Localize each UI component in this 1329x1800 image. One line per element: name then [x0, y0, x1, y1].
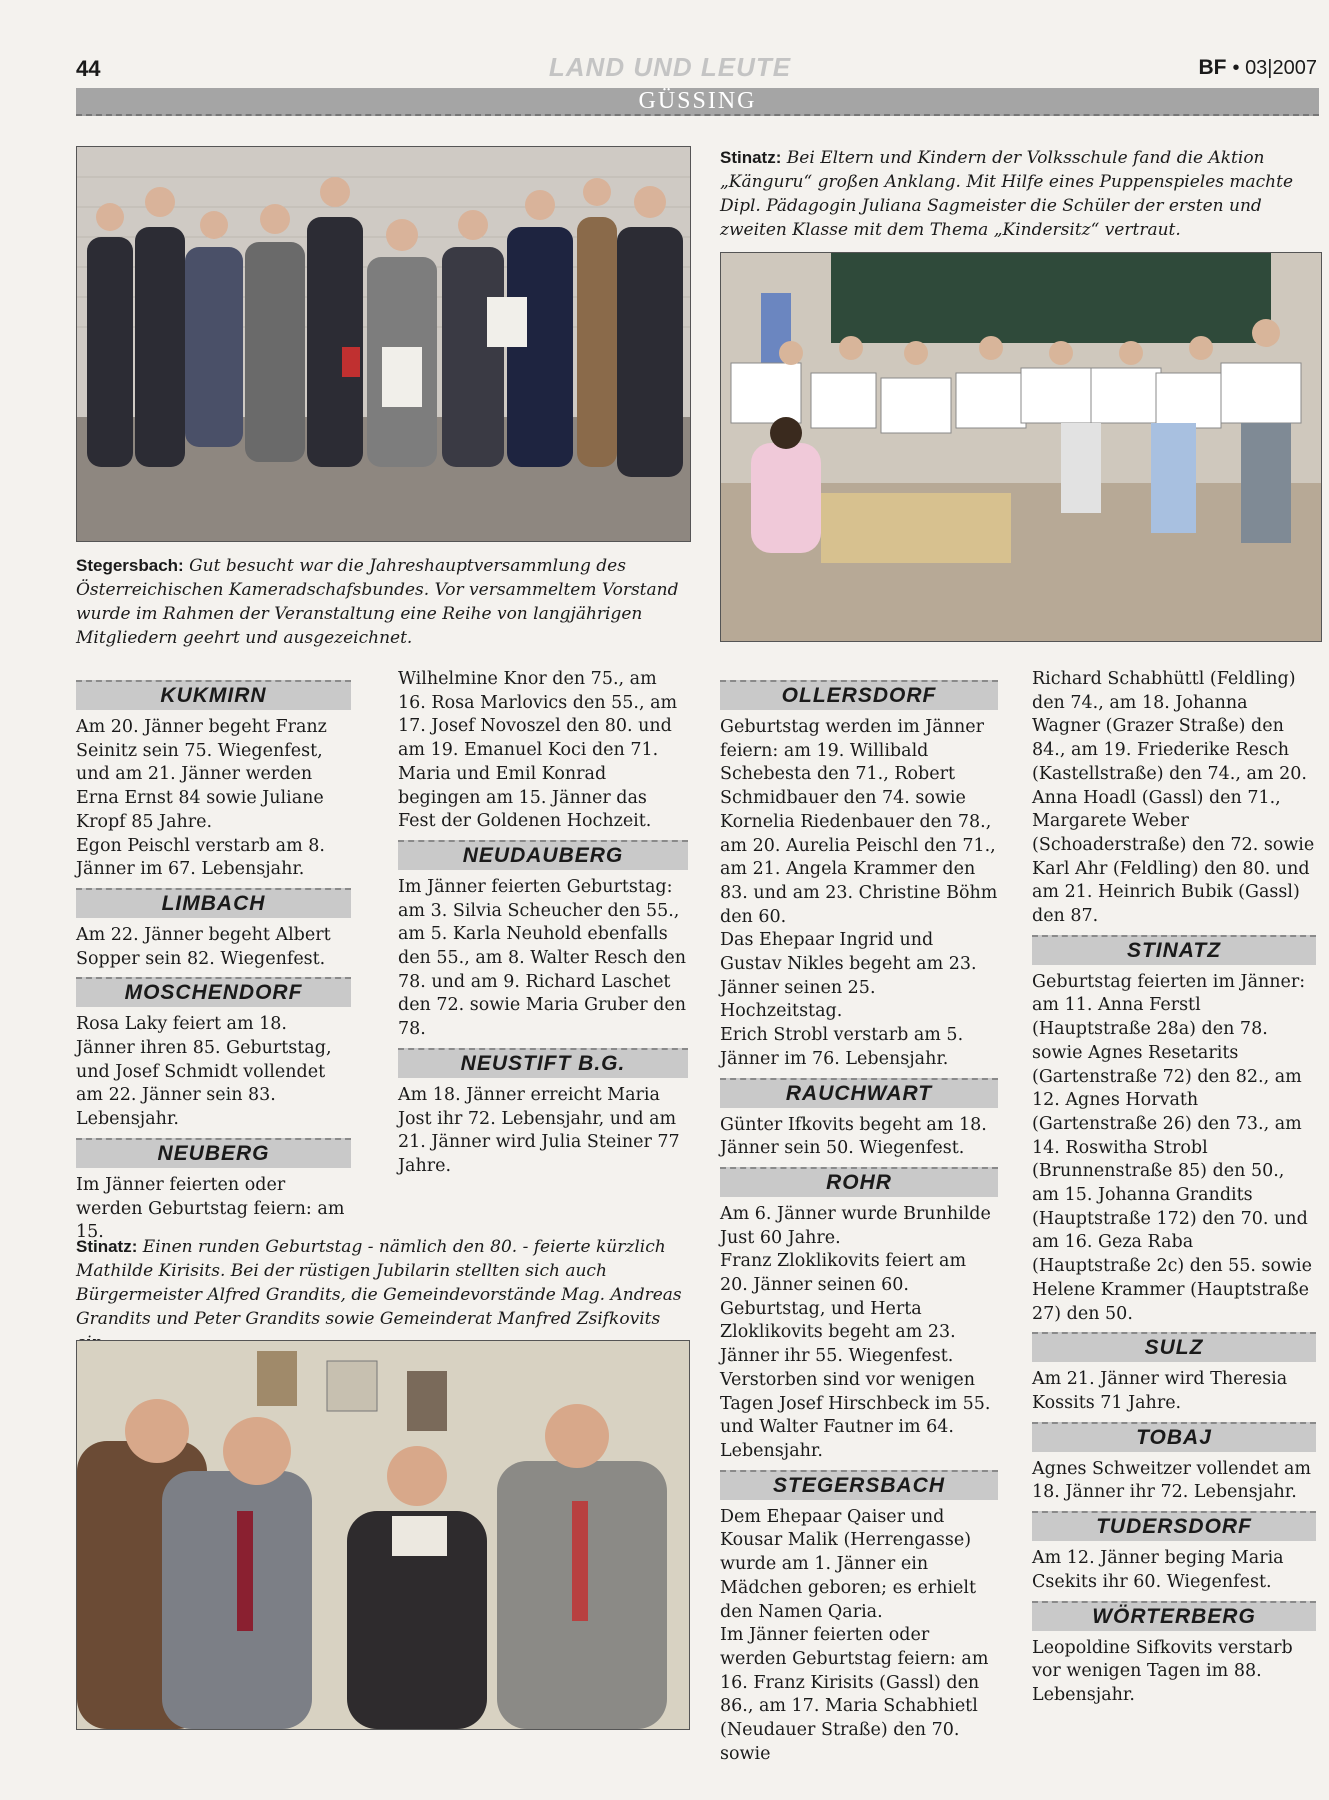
section-limbach: [76, 888, 351, 971]
column-3: [720, 680, 998, 1772]
section-rohr: [720, 1167, 998, 1464]
section-tudersdorf: [1032, 1511, 1316, 1594]
issue-number: 03|2007: [1245, 57, 1317, 79]
section-text: Im Jänner feierten Geburtstag: am 3. Silvia Scheucher den 55., am 5. Karla Neuhold ebenfalls den 55., am 8. Walter Resch den 78. und am 9. Richard Laschet den 72. sowie Maria Gruber den 78.: [398, 876, 687, 1040]
section-text: Leopoldine Sifkovits verstarb vor wenigen Tagen im 88. Lebensjahr.: [1032, 1637, 1293, 1705]
page-number: 44: [76, 56, 101, 81]
section-heading: RAUCHWART: [720, 1078, 998, 1108]
section-heading: STEGERSBACH: [720, 1470, 998, 1500]
section-neustift: [398, 1048, 688, 1179]
section-text: Am 22. Jänner begeht Albert Sopper sein 82. Wiegenfest.: [76, 924, 331, 969]
caption-text: Gut besucht war die Jahreshauptversammlung des Österreichischen Kameradschafsbundes. Vor versammeltem Vorstand wurde im Rahmen der Veranstaltung eine Reihe von langjährigen Mitgliedern geehrt und ausgezeichnet.: [76, 556, 679, 648]
section-heading: OLLERSDORF: [720, 680, 998, 710]
section-heading: NEUSTIFT B.G.: [398, 1048, 688, 1078]
section-moschendorf: [76, 977, 351, 1132]
section-text: Agnes Schweitzer vollendet am 18. Jänner ihr 72. Lebensjahr.: [1032, 1458, 1311, 1503]
section-text: Am 12. Jänner beging Maria Csekits ihr 60. Wiegenfest.: [1032, 1548, 1284, 1592]
section-heading: LIMBACH: [76, 888, 351, 918]
section-neuberg: [76, 1138, 351, 1245]
region-band: [76, 88, 1319, 116]
issue-separator: •: [1232, 57, 1240, 79]
section-ollersdorf: [720, 680, 998, 1072]
photo-stinatz-birthday: [76, 1340, 690, 1730]
column-1: [76, 680, 351, 1251]
column-4: [1032, 668, 1316, 1714]
section-text: Günter Ifkovits begeht am 18. Jänner sein 50. Wiegenfest.: [720, 1114, 987, 1159]
caption-stegersbach: [76, 554, 689, 650]
section-heading: SULZ: [1032, 1332, 1316, 1362]
caption-text: Bei Eltern und Kindern der Volksschule fand die Aktion „Känguru“ großen Anklang. Mit Hilfe eines Puppenspieles machte Dipl. Pädagogin Juliana Sagmeister die Schüler der ersten und zweiten Klasse mit dem Thema „Kindersitz“ vertraut.: [720, 148, 1294, 240]
section-tobaj: [1032, 1422, 1316, 1505]
column-2: [398, 668, 688, 1185]
section-text: Am 6. Jänner wurde Brunhilde Just 60 Jahre. Franz Zloklikovits feiert am 20. Jänner seinen 60. Geburtstag, und Herta Zloklikovits begeht am 23. Jänner ihr 55. Wiegenfest. Verstorben sind vor wenigen Tagen Josef Hirschbeck im 55. und Walter Fautner im 64. Lebensjahr.: [720, 1203, 991, 1461]
section-text: Dem Ehepaar Qaiser und Kousar Malik (Herrengasse) wurde am 1. Jänner ein Mädchen geboren; es erhielt den Namen Qaria. Im Jänner feierten oder werden Geburtstag feiern: am 16. Franz Kirisits (Gassl) den 86., am 17. Maria Schabhietl (Neudauer Straße) den 70. sowie: [720, 1506, 989, 1764]
caption-text: Einen runden Geburtstag - nämlich den 80. - feierte kürzlich Mathilde Kirisits. Bei der rüstigen Jubilarin stellten sich auch Bürgermeister Alfred Grandits, die Gemeindevorstände Mag. Andreas Grandits und Peter Grandits sowie Gemeinderat Manfred Zsifkovits: [76, 1237, 682, 1329]
section-heading: STINATZ: [1032, 935, 1316, 965]
caption-stinatz-birthday: [76, 1235, 688, 1355]
section-heading: TOBAJ: [1032, 1422, 1316, 1452]
issue-info: [1198, 56, 1317, 80]
section-text: Am 21. Jänner wird Theresia Kossits 71 Jahre.: [1032, 1369, 1288, 1413]
section-heading: ROHR: [720, 1167, 998, 1197]
caption-place: Stinatz:: [720, 148, 782, 167]
section-text: Geburtstag feierten im Jänner: am 11. Anna Ferstl (Hauptstraße 28a) den 78. sowie Agnes Resetarits (Gartenstraße 72) den 82., am 12. Agnes Horvath (Gartenstraße 26) den 73., am 14. Roswitha Strobl (Brunnenstraße 85) den 50., am 15. Johanna Grandits (Hauptstraße 172) den 70. und am 16. Geza Raba (Hauptstraße 2c) den 55. sowie Helene Krammer (Hauptstraße 27) den 50.: [1032, 971, 1313, 1324]
region-title: GÜSSING: [638, 88, 757, 114]
section-text: Am 20. Jänner begeht Franz Seinitz sein 75. Wiegenfest, und am 21. Jänner werden Erna Ernst 84 sowie Juliane Kropf 85 Jahre. Egon Peischl verstarb am 8. Jänner im 67. Lebensjahr.: [76, 717, 327, 880]
section-text: Geburtstag werden im Jänner feiern: am 19. Willibald Schebesta den 71., Robert Schmidbauer den 74. sowie Kornelia Riedenbauer den 78., am 20. Aurelia Peischl den 71., am 21. Angela Krammer den 83. und am 23. Christine Böhm den 60. Das Ehepaar Ingrid und Gustav Nikles begeht am 23. Jänner seinen 25. Hochzeitstag. Erich Strobl verstarb am 5. Jänner im 76. Lebensjahr.: [720, 717, 998, 1069]
section-heading: WÖRTERBERG: [1032, 1601, 1316, 1631]
section-kukmirn: [76, 680, 351, 882]
section-sulz: [1032, 1332, 1316, 1415]
publication-name: BF: [1198, 56, 1227, 79]
section-heading: TUDERSDORF: [1032, 1511, 1316, 1541]
caption-place: Stegersbach:: [76, 556, 184, 575]
section-heading: NEUDAUBERG: [398, 840, 688, 870]
section-heading: NEUBERG: [76, 1138, 351, 1168]
photo-stegersbach-group: [76, 146, 691, 542]
section-neudauberg: [398, 840, 688, 1042]
section-rauchwart: [720, 1078, 998, 1161]
section-heading: KUKMIRN: [76, 680, 351, 710]
column-continuation: Richard Schabhüttl (Feldling) den 74., am 18. Johanna Wagner (Grazer Straße) den 84., am 19. Friederike Resch (Kastellstraße) den 74., am 20. Anna Hoadl (Gassl) den 71., Margarete Weber (Schoaderstraße) den 72. sowie Karl Ahr (Feldling) den 80. und am 21. Heinrich Bubik (Gassl) den 87.: [1032, 669, 1315, 927]
column-continuation: Wilhelmine Knor den 75., am 16. Rosa Marlovics den 55., am 17. Josef Novoszel den 80. und am 19. Emanuel Koci den 71. Maria und Emil Konrad begingen am 15. Jänner das Fest der Goldenen Hochzeit.: [398, 669, 678, 832]
section-stegersbach: [720, 1470, 998, 1767]
section-title: LAND UND LEUTE: [548, 52, 792, 82]
caption-stinatz-school: [720, 146, 1320, 242]
section-text: Am 18. Jänner erreicht Maria Jost ihr 72. Lebensjahr, und am 21. Jänner wird Julia Steiner 77 Jahre.: [398, 1084, 680, 1176]
section-text: Im Jänner feierten oder werden Geburtstag feiern: am 15.: [76, 1174, 345, 1243]
section-heading: MOSCHENDORF: [76, 977, 351, 1007]
section-text: Rosa Laky feiert am 18. Jänner ihren 85. Geburtstag, und Josef Schmidt vollendet am 22. Jänner sein 83. Lebensjahr.: [76, 1014, 332, 1130]
section-stinatz: [1032, 935, 1316, 1327]
section-woerterberg: [1032, 1601, 1316, 1708]
photo-stinatz-classroom: [720, 252, 1322, 642]
caption-place: Stinatz:: [76, 1237, 138, 1256]
